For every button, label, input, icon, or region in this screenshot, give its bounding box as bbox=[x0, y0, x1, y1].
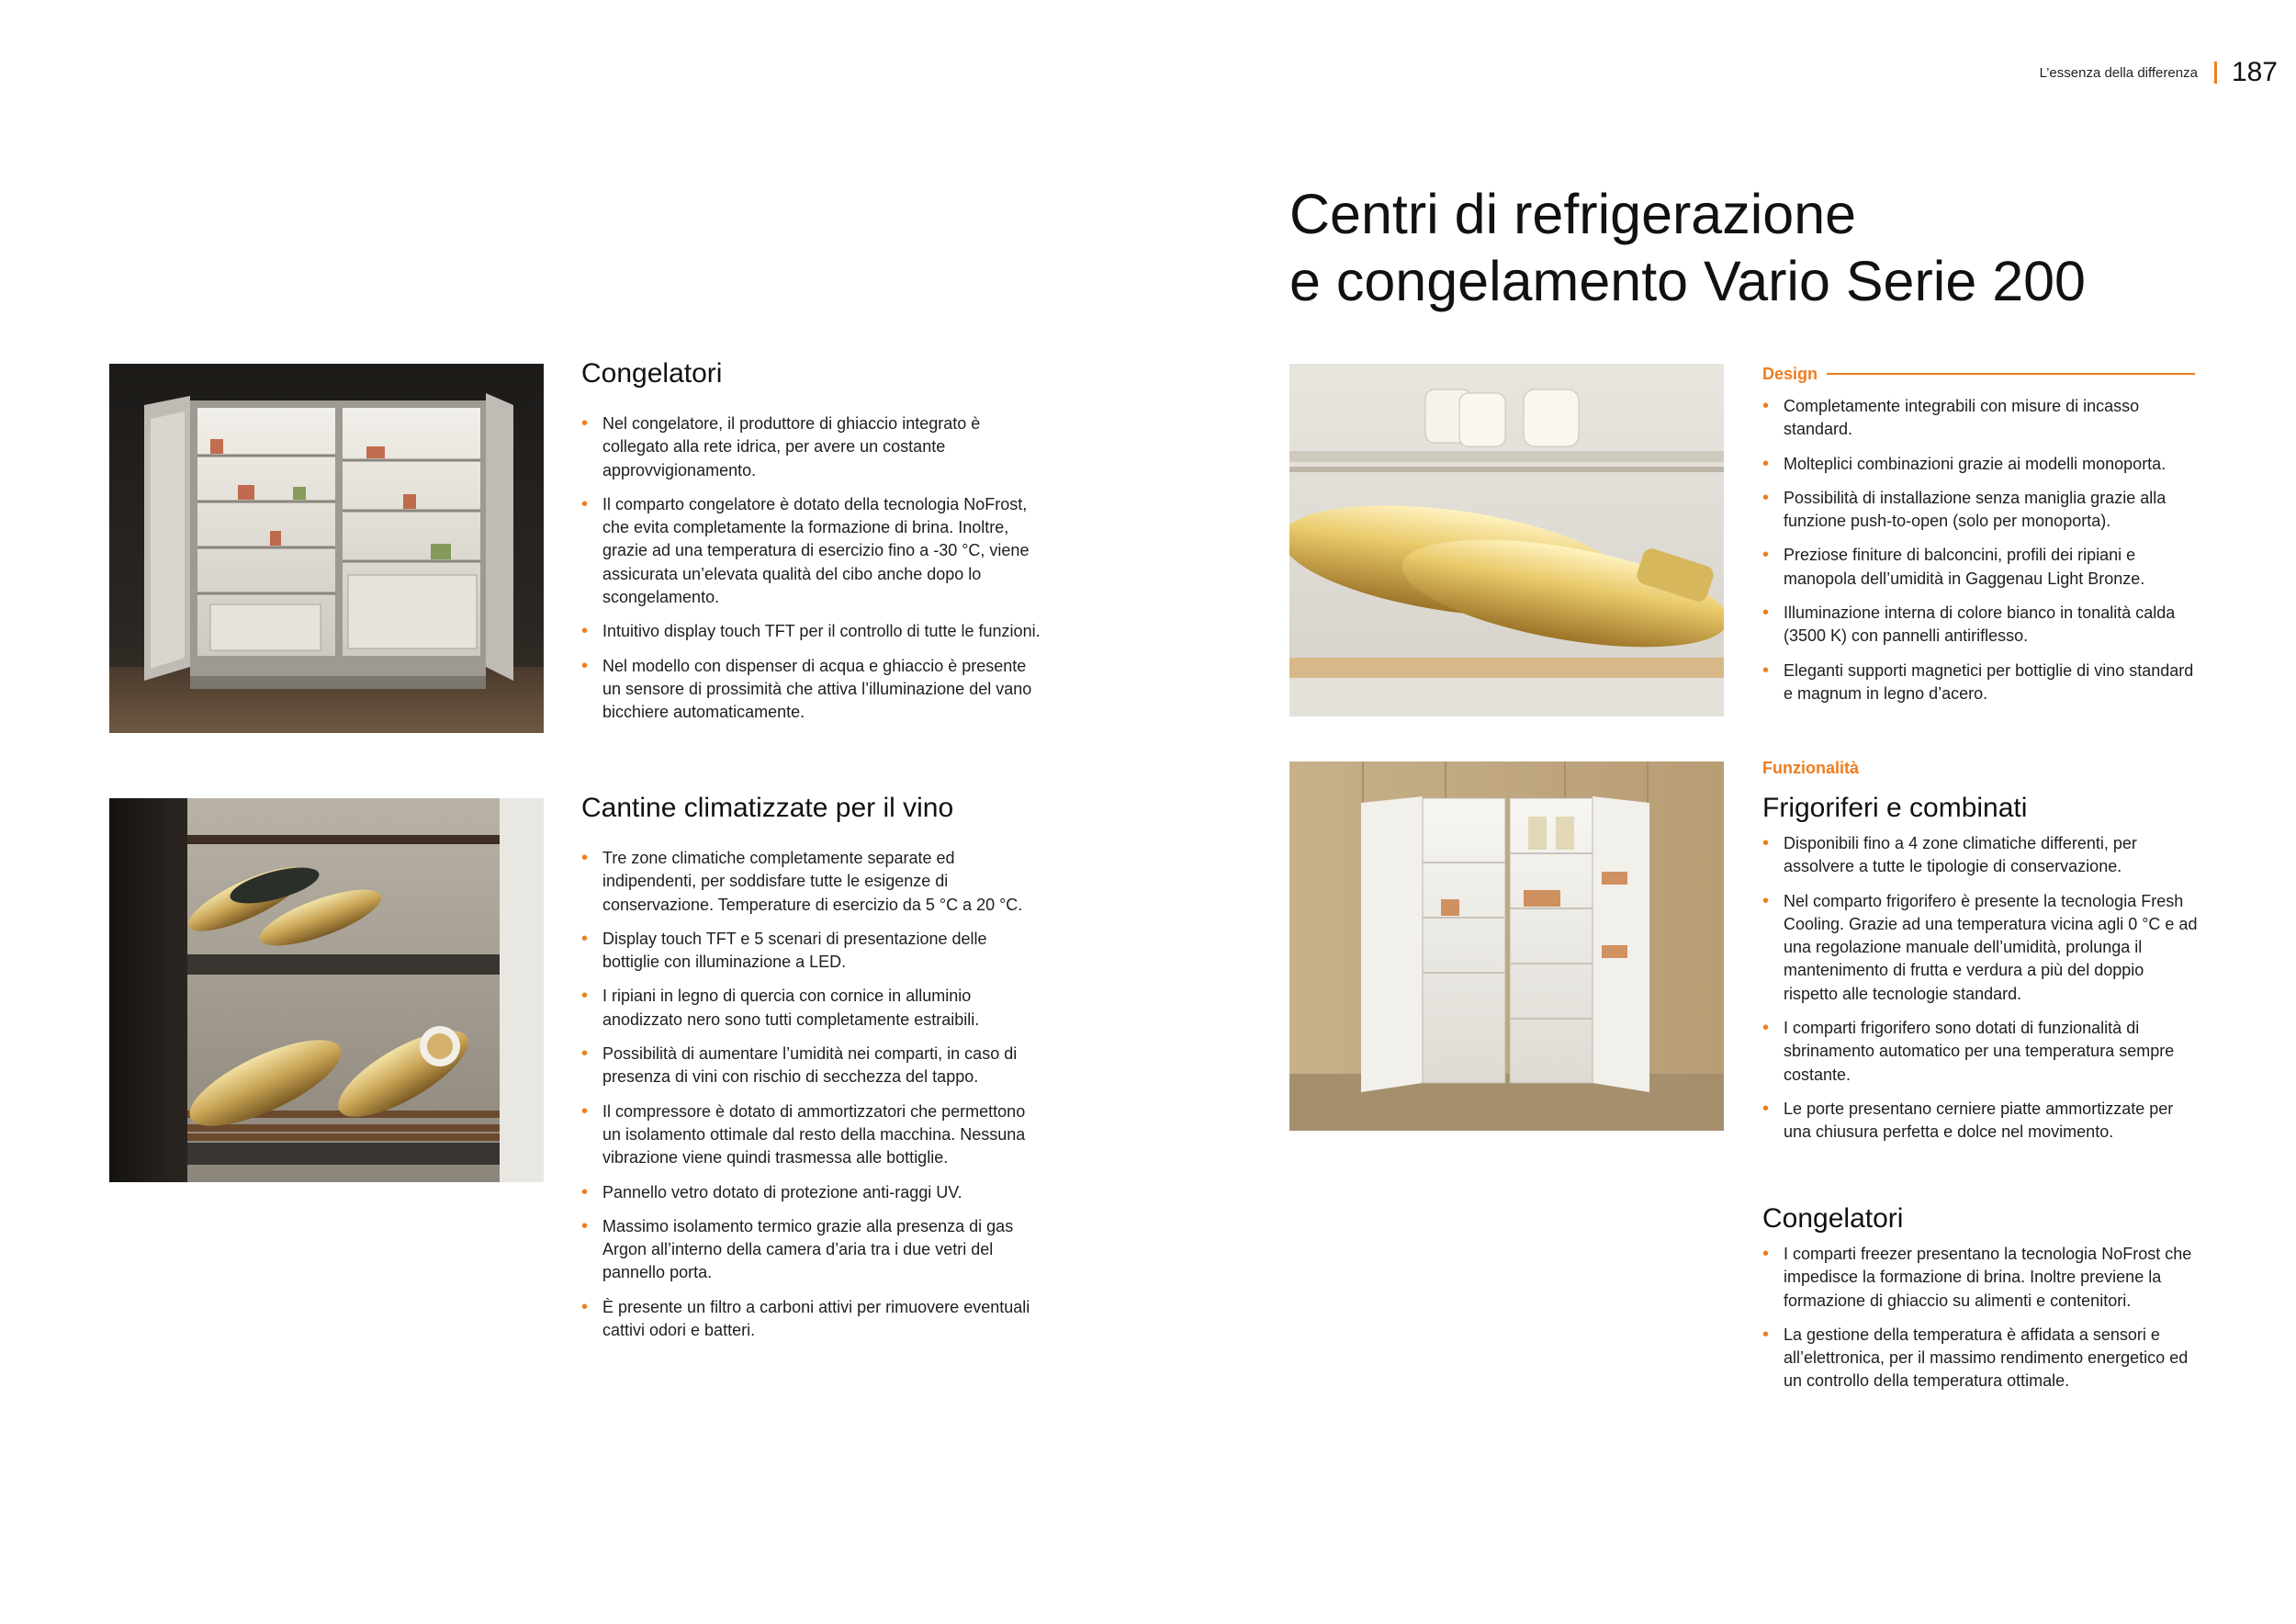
wine-cabinet-photo bbox=[109, 798, 544, 1182]
champagne-shelf-photo bbox=[1289, 364, 1724, 716]
functionality-label: Funzionalità bbox=[1762, 759, 1859, 777]
right-freezers-section bbox=[1762, 1202, 2199, 1404]
page-title-line-2: e congelamento Vario Serie 200 bbox=[1289, 250, 2086, 312]
list-item: • Il compressore è dotato di ammortizzatori che permettono un isolamento ottimale dal resto della macchina. Nessuna vibrazione viene quindi trasmessa alle bottiglie. bbox=[581, 1100, 1041, 1170]
list-item: • È presente un filtro a carboni attivi per rimuovere eventuali cattivi odori e batteri. bbox=[581, 1296, 1041, 1343]
fridges-heading: Frigoriferi e combinati bbox=[1762, 793, 2028, 823]
list-item: • Display touch TFT e 5 scenari di presentazione delle bottiglie con illuminazione a LED. bbox=[581, 928, 1041, 975]
functionality-section bbox=[1762, 758, 2199, 1156]
list-item: • Le porte presentano cerniere piatte ammortizzate per una chiusura perfetta e dolce nel movimento. bbox=[1762, 1098, 2199, 1145]
list-item: • La gestione della temperatura è affidata a sensori e all’elettronica, per il massimo rendimento energetico ed un controllo della temperatura ottimale. bbox=[1762, 1324, 2199, 1393]
list-item: • Illuminazione interna di colore bianco in tonalità calda (3500 K) con pannelli antiriflesso. bbox=[1762, 602, 2199, 648]
header-divider bbox=[2214, 62, 2217, 84]
list-item: • Massimo isolamento termico grazie alla presenza di gas Argon all’interno della camera d’aria tra i due vetri del pannello porta. bbox=[581, 1215, 1041, 1285]
list-item: • I comparti frigorifero sono dotati di funzionalità di sbrinamento automatico per una temperatura sempre costante. bbox=[1762, 1017, 2199, 1087]
list-item: • Completamente integrabili con misure di incasso standard. bbox=[1762, 395, 2199, 442]
list-item: • Il comparto congelatore è dotato della tecnologia NoFrost, che evita completamente la formazione di brina. Inoltre, grazie ad una temperatura di esercizio fino a -30 °C, viene assicurata un’elevata qualità del cibo anche dopo lo scongelamento. bbox=[581, 493, 1041, 609]
design-label-row bbox=[1762, 364, 2195, 384]
list-item: • Pannello vetro dotato di protezione anti-raggi UV. bbox=[581, 1181, 1041, 1204]
wine-cabinet-section bbox=[581, 792, 1041, 1353]
list-item: • Possibilità di installazione senza maniglia grazie alla funzione push-to-open (solo per monoporta). bbox=[1762, 487, 2199, 534]
right-freezers-heading: Congelatori bbox=[1762, 1203, 1904, 1234]
page-title bbox=[1289, 181, 2086, 315]
page-number: 187 bbox=[2231, 57, 2278, 87]
design-label: Design bbox=[1762, 365, 1818, 383]
left-freezers-list bbox=[581, 412, 1041, 725]
right-freezers-list bbox=[1762, 1243, 2199, 1393]
list-item: • Possibilità di aumentare l’umidità nei comparti, in caso di presenza di vini con rischio di secchezza del tappo. bbox=[581, 1043, 1041, 1089]
list-item: • Tre zone climatiche completamente separate ed indipendenti, per soddisfare tutte le esigenze di conservazione. Temperature di esercizio da 5 °C a 20 °C. bbox=[581, 847, 1041, 917]
left-freezers-section bbox=[581, 357, 1041, 736]
design-section bbox=[1762, 364, 2199, 716]
list-item: • Preziose finiture di balconcini, profili dei ripiani e manopola dell’umidità in Gaggenau Light Bronze. bbox=[1762, 544, 2199, 591]
list-item: • Nel modello con dispenser di acqua e ghiaccio è presente un sensore di prossimità che attiva l’illuminazione del vano bicchiere automaticamente. bbox=[581, 655, 1041, 725]
fridge-freezer-photo bbox=[109, 364, 544, 733]
page-header bbox=[2040, 57, 2278, 88]
list-item: • Intuitivo display touch TFT per il controllo di tutte le funzioni. bbox=[581, 620, 1041, 643]
left-freezers-heading: Congelatori bbox=[581, 358, 723, 389]
list-item: • Molteplici combinazioni grazie ai modelli monoporta. bbox=[1762, 453, 2199, 476]
page-title-line-1: Centri di refrigerazione bbox=[1289, 183, 1857, 245]
design-label-rule bbox=[1827, 373, 2195, 375]
wine-cabinet-heading: Cantine climatizzate per il vino bbox=[581, 793, 954, 823]
list-item: • Disponibili fino a 4 zone climatiche differenti, per assolvere a tutte le tipologie di conservazione. bbox=[1762, 832, 2199, 879]
fridges-list bbox=[1762, 832, 2199, 1145]
integrated-fridges-photo bbox=[1289, 761, 1724, 1131]
list-item: • I ripiani in legno di quercia con cornice in alluminio anodizzato nero sono tutti completamente estraibili. bbox=[581, 985, 1041, 1032]
design-list bbox=[1762, 395, 2199, 705]
list-item: • Nel comparto frigorifero è presente la tecnologia Fresh Cooling. Grazie ad una temperatura vicina agli 0 °C e ad una regolazione manuale dell’umidità, prolunga il mantenimento di frutta e verdura a più del doppio rispetto alle tecnologie standard. bbox=[1762, 890, 2199, 1006]
list-item: • Eleganti supporti magnetici per bottiglie di vino standard e magnum in legno d’acero. bbox=[1762, 660, 2199, 706]
wine-cabinet-list bbox=[581, 847, 1041, 1342]
section-title: L’essenza della differenza bbox=[2039, 64, 2198, 81]
list-item: • Nel congelatore, il produttore di ghiaccio integrato è collegato alla rete idrica, per avere un costante approvvigionamento. bbox=[581, 412, 1041, 482]
list-item: • I comparti freezer presentano la tecnologia NoFrost che impedisce la formazione di brina. Inoltre previene la formazione di ghiaccio su alimenti e contenitori. bbox=[1762, 1243, 2199, 1313]
